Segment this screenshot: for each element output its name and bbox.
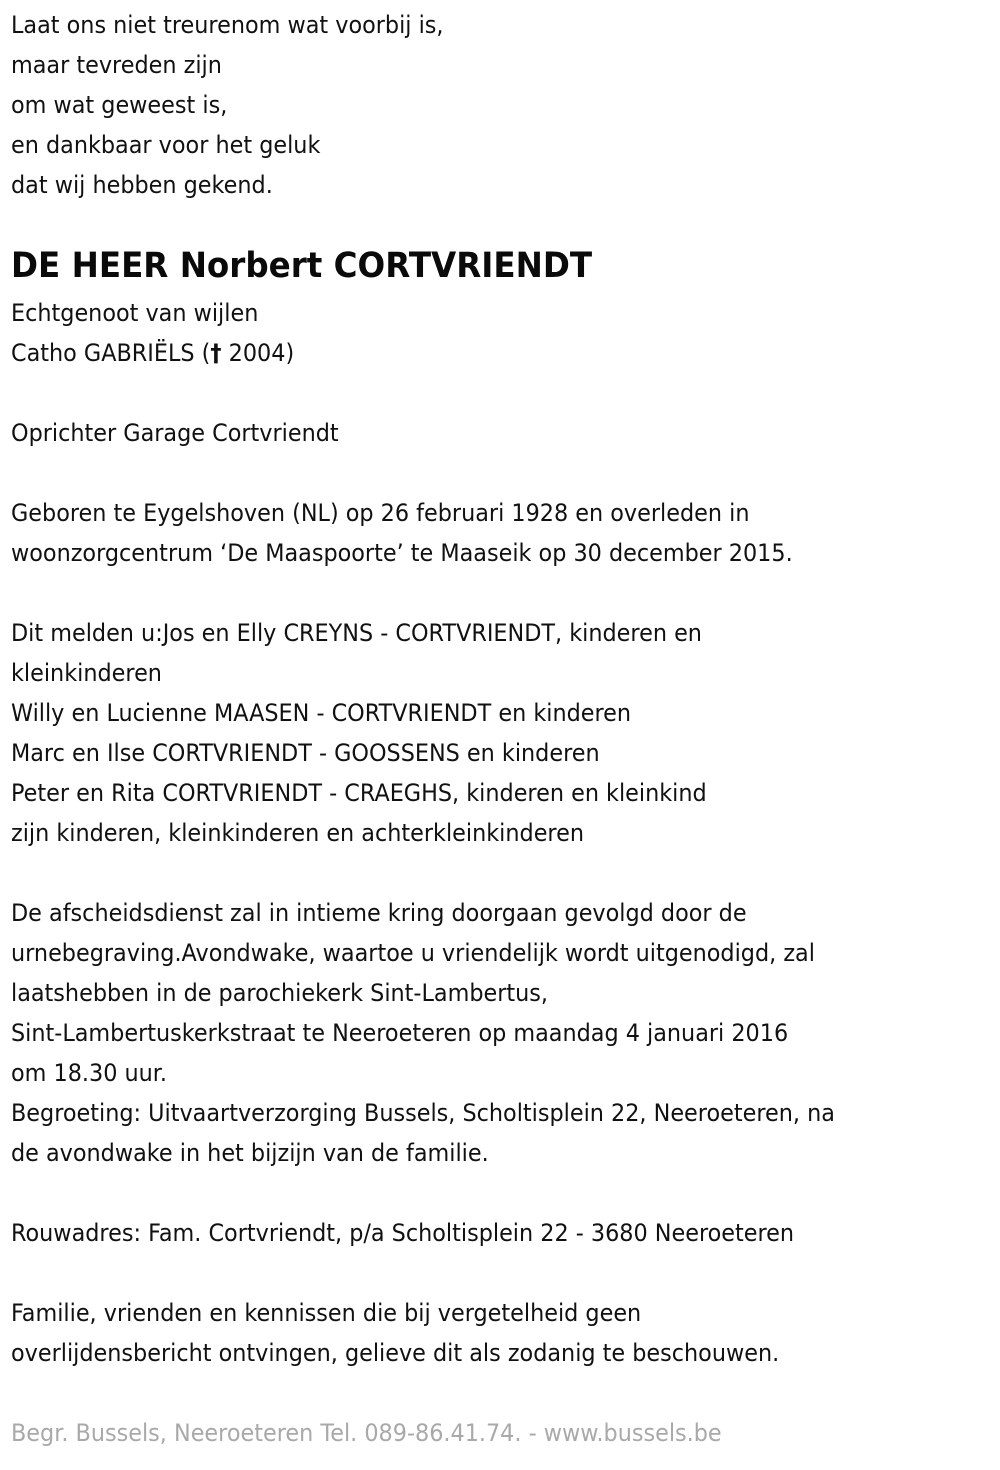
service-line: Sint-Lambertuskerkstraat te Neeroeteren op maandag 4 januari 2016 <box>11 1019 789 1047</box>
spouse-name-line <box>11 333 294 373</box>
notice-section <box>11 1293 837 1373</box>
mourning-address: Rouwadres: Fam. Cortvriendt, p/a Scholtisplein 22 - 3680 Neeroeteren <box>11 1219 795 1247</box>
poem-line: om wat geweest is, <box>11 91 228 119</box>
family-line: Peter en Rita CORTVRIENDT - CRAEGHS, kinderen en kleinkind <box>11 779 707 807</box>
birth-death-section <box>11 493 852 573</box>
service-line: laatshebben in de parochiekerk Sint-Lambertus, <box>11 979 549 1007</box>
spouse-death-year: 2004) <box>221 339 295 367</box>
family-line: Marc en Ilse CORTVRIENDT - GOOSSENS en kinderen <box>11 739 600 767</box>
cross-icon: † <box>210 339 222 367</box>
service-line: urnebegraving.Avondwake, waartoe u vriendelijk wordt uitgenodigd, zal <box>11 939 815 967</box>
family-line: Dit melden u:Jos en Elly CREYNS - CORTVRIENDT, kinderen en <box>11 619 702 647</box>
poem <box>11 5 476 205</box>
service-line: de avondwake in het bijzijn van de familie. <box>11 1139 489 1167</box>
poem-line: en dankbaar voor het geluk <box>11 131 321 159</box>
footer <box>11 1413 775 1453</box>
birth-death-line: woonzorgcentrum ‘De Maaspoorte’ te Maaseik op 30 december 2015. <box>11 539 793 567</box>
poem-line: dat wij hebben gekend. <box>11 171 273 199</box>
service-line: Begroeting: Uitvaartverzorging Bussels, Scholtisplein 22, Neeroeteren, na <box>11 1099 835 1127</box>
deceased-name-title: DE HEER Norbert CORTVRIENDT <box>11 246 593 286</box>
family-line: zijn kinderen, kleinkinderen en achterkleinkinderen <box>11 819 584 847</box>
founder-text: Oprichter Garage Cortvriendt <box>11 419 339 447</box>
service-line: De afscheidsdienst zal in intieme kring doorgaan gevolgd door de <box>11 899 747 927</box>
family-line: Willy en Lucienne MAASEN - CORTVRIENDT en kinderen <box>11 699 632 727</box>
family-line: kleinkinderen <box>11 659 162 687</box>
family-section <box>11 613 759 853</box>
notice-line: Familie, vrienden en kennissen die bij vergetelheid geen <box>11 1299 642 1327</box>
spouse-intro: Echtgenoot van wijlen <box>11 299 259 327</box>
mourning-address-section <box>11 1213 853 1253</box>
spouse-name: Catho GABRIËLS ( <box>11 339 211 367</box>
spouse-section <box>11 293 315 373</box>
birth-death-line: Geboren te Eygelshoven (NL) op 26 februari 1928 en overleden in <box>11 499 750 527</box>
notice-line: overlijdensbericht ontvingen, gelieve dit als zodanig te beschouwen. <box>11 1339 780 1367</box>
founder-section <box>11 413 363 453</box>
poem-line: Laat ons niet treurenom wat voorbij is, <box>11 11 444 39</box>
poem-line: maar tevreden zijn <box>11 51 222 79</box>
funeral-home-credit: Begr. Bussels, Neeroeteren Tel. 089-86.41.74. - www.bussels.be <box>11 1419 722 1447</box>
service-line: om 18.30 uur. <box>11 1059 168 1087</box>
service-section <box>11 893 897 1173</box>
